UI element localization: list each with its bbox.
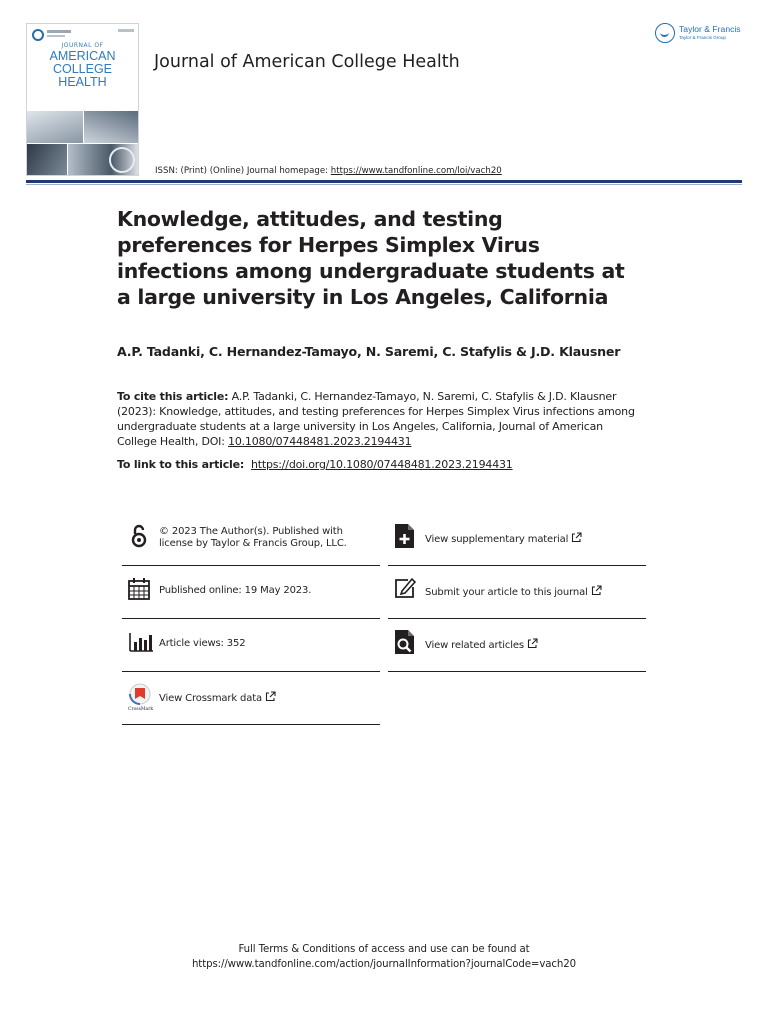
submit-article-link[interactable] xyxy=(425,585,602,600)
article-title: Knowledge, attitudes, and testing preferences for Herpes Simplex Virus infections among undergraduate students at a large university in Los Angeles, California xyxy=(117,207,625,309)
issn-line xyxy=(155,166,502,176)
footer-terms-url[interactable]: https://www.tandfonline.com/action/journalInformation?journalCode=vach20 xyxy=(191,959,577,970)
supplementary-cell[interactable] xyxy=(388,513,646,566)
license-line: © 2023 The Author(s). Published with xyxy=(159,526,343,537)
external-link-icon xyxy=(571,532,582,547)
related-articles-link[interactable] xyxy=(425,638,538,653)
cover-photo xyxy=(27,144,67,176)
cover-photo xyxy=(27,111,83,143)
journal-cover-image xyxy=(26,23,139,176)
submit-cell[interactable] xyxy=(388,566,646,619)
link-label: To link to this article: xyxy=(117,458,248,471)
article-link-line xyxy=(117,458,513,471)
article-authors: A.P. Tadanki, C. Hernandez-Tamayo, N. Saremi, C. Stafylis & J.D. Klausner xyxy=(117,344,621,359)
cite-text: A.P. Tadanki, C. Hernandez-Tamayo, N. Saremi, C. Stafylis & J.D. Klausner (2023): Knowledge, attitudes, and testing preferences for Herpes Simplex Virus infections among undergraduate students at a large university in Los Angeles, California, Journal of American College Health, DOI: xyxy=(117,390,635,448)
license-line: license by Taylor & Francis Group, LLC. xyxy=(159,538,347,549)
article-doi-url[interactable]: https://doi.org/10.1080/07448481.2023.2194431 xyxy=(250,458,513,471)
related-label: View related articles xyxy=(425,640,524,651)
crossmark-icon xyxy=(128,682,154,712)
cover-decoration xyxy=(47,35,65,37)
cover-title xyxy=(27,50,138,89)
article-views: Article views: 352 xyxy=(159,638,246,649)
bar-chart-icon xyxy=(128,629,150,655)
crossmark-logo-text: CrossMark xyxy=(128,707,154,712)
related-cell[interactable] xyxy=(388,619,646,672)
journal-homepage-link[interactable]: https://www.tandfonline.com/loi/vach20 xyxy=(330,166,502,176)
header-divider-thin xyxy=(26,184,742,185)
views-cell xyxy=(122,619,380,672)
submit-label: Submit your article to this journal xyxy=(425,587,588,598)
header-divider xyxy=(26,180,742,183)
cover-logo-icon xyxy=(32,29,44,41)
cover-photo-circle xyxy=(109,147,135,173)
footer-line: Full Terms & Conditions of access and use can be found at xyxy=(238,944,530,955)
published-cell xyxy=(122,566,380,619)
search-document-icon xyxy=(394,629,416,655)
taylor-francis-logo-icon xyxy=(655,23,675,43)
publisher-subtitle: Taylor & Francis Group xyxy=(679,35,726,40)
cover-decoration xyxy=(47,30,71,33)
cite-label: To cite this article: xyxy=(117,390,229,403)
edit-icon xyxy=(394,576,416,602)
external-link-icon xyxy=(591,585,602,600)
license-text xyxy=(159,526,347,550)
cover-title-line: HEALTH xyxy=(58,75,107,89)
publisher-name: Taylor & Francis xyxy=(679,24,741,34)
cover-journal-of: JOURNAL OF xyxy=(61,42,104,49)
issn-text: ISSN: (Print) (Online) Journal homepage: xyxy=(155,166,331,176)
calendar-icon xyxy=(128,576,150,602)
open-access-icon xyxy=(128,523,150,549)
add-file-icon xyxy=(394,523,416,549)
supplementary-link[interactable] xyxy=(425,532,582,547)
crossmark-link[interactable] xyxy=(159,691,276,706)
external-link-icon xyxy=(265,691,276,706)
crossmark-cell[interactable] xyxy=(122,672,380,725)
journal-title: Journal of American College Health xyxy=(154,52,460,72)
footer-terms xyxy=(0,942,768,972)
cover-photo xyxy=(84,111,139,143)
cover-decoration xyxy=(118,29,134,32)
cover-title-line: AMERICAN xyxy=(49,49,116,63)
open-access-cell xyxy=(122,513,380,566)
cover-title-line: COLLEGE xyxy=(52,62,113,76)
supplementary-label: View supplementary material xyxy=(425,534,569,545)
citation-block xyxy=(117,389,642,449)
doi-link[interactable]: 10.1080/07448481.2023.2194431 xyxy=(228,435,412,448)
published-date: Published online: 19 May 2023. xyxy=(159,585,312,596)
crossmark-label: View Crossmark data xyxy=(159,693,262,704)
external-link-icon xyxy=(527,638,538,653)
publisher-logo[interactable] xyxy=(655,23,747,47)
